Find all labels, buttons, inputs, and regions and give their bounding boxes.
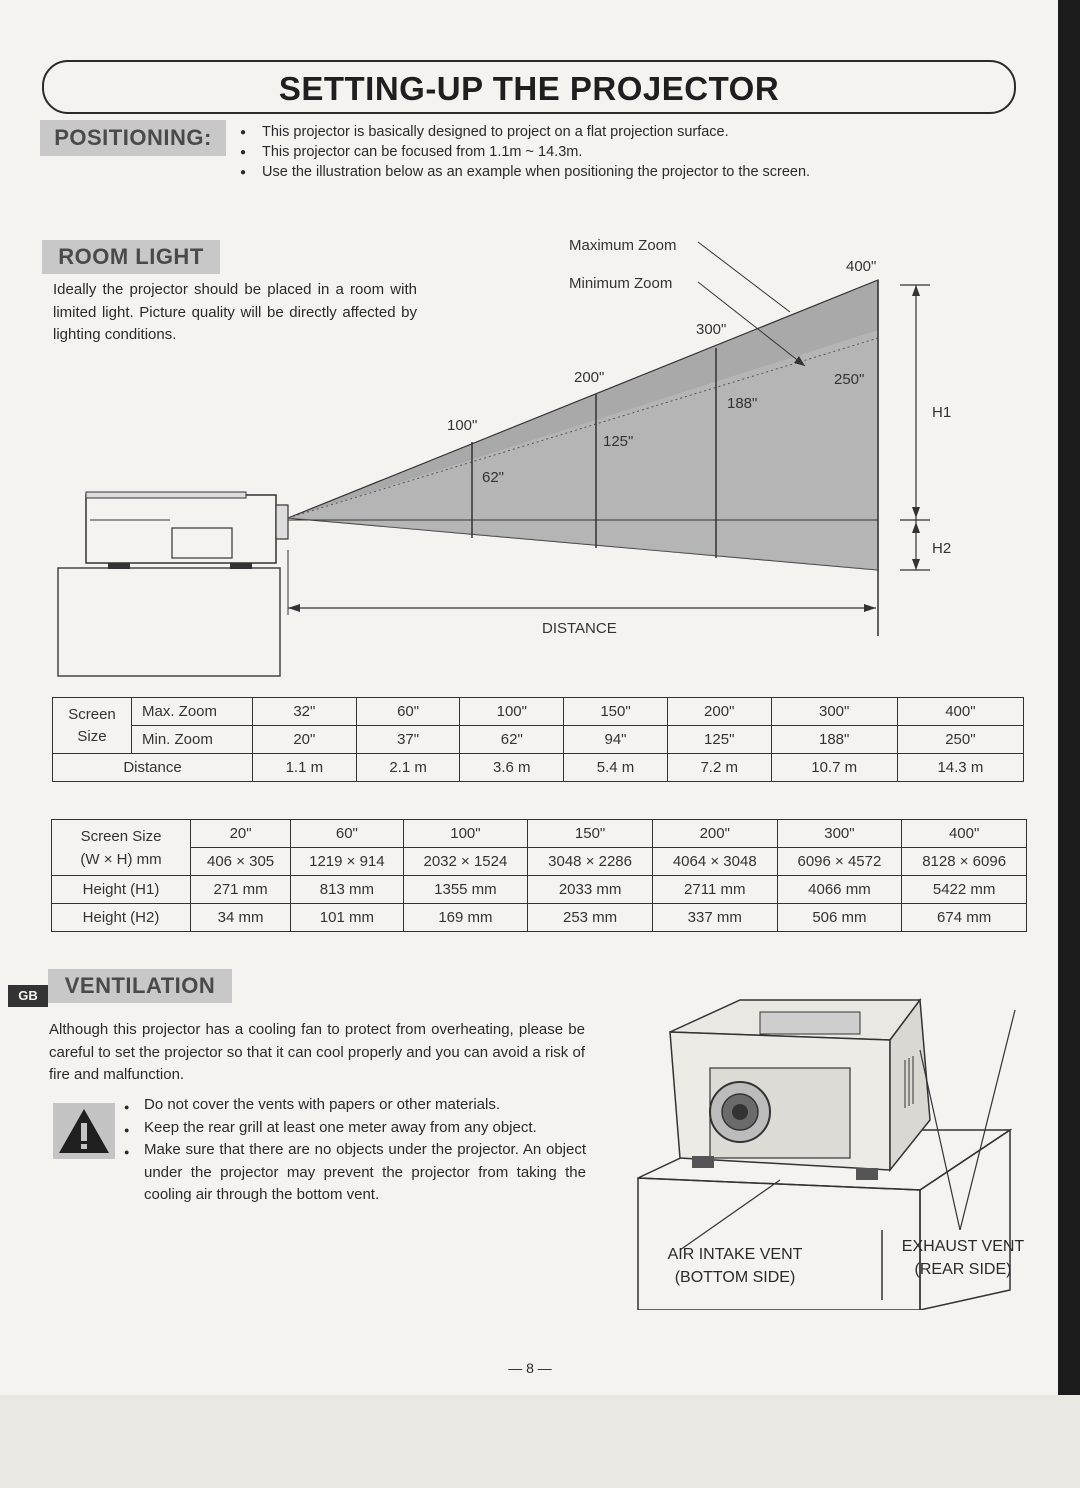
table-cell: 125" — [667, 726, 771, 754]
table-cell: 20" — [253, 726, 357, 754]
table-cell: 150" — [528, 820, 653, 848]
table-cell: 250" — [897, 726, 1023, 754]
table-cell: 6096 × 4572 — [777, 848, 902, 876]
size-label: 250" — [834, 371, 865, 388]
table-row — [52, 876, 1027, 904]
size-label: 200" — [574, 369, 605, 386]
table-cell: 200" — [652, 820, 777, 848]
room-light-heading: ROOM LIGHT — [42, 240, 220, 274]
table-row — [53, 698, 1024, 726]
table-cell: 813 mm — [291, 876, 403, 904]
table-cell: 10.7 m — [771, 754, 897, 782]
table-cell: 150" — [564, 698, 668, 726]
table-cell: 2032 × 1524 — [403, 848, 528, 876]
distance-header: Distance — [53, 754, 253, 782]
language-badge: GB — [8, 985, 48, 1007]
table-cell: 94" — [564, 726, 668, 754]
table-stand — [58, 568, 280, 676]
distance-label: DISTANCE — [542, 620, 617, 637]
ventilation-text: Although this projector has a cooling fan to protect from overheating, please be careful to set the projector so that it can cool properly and you can avoid a risk of fire and malfunction. — [49, 1021, 585, 1083]
positioning-bullets — [240, 122, 1020, 182]
page-title: SETTING-UP THE PROJECTOR — [278, 70, 780, 107]
table-cell: 60" — [356, 698, 460, 726]
table-cell: 100" — [460, 698, 564, 726]
title-frame — [42, 60, 1016, 114]
h1-header: Height (H1) — [52, 876, 191, 904]
scan-margin — [0, 1395, 1080, 1488]
ventilation-bullet: ● Do not cover the vents with papers or other materials. — [124, 1094, 586, 1117]
zoom-distance-table — [52, 697, 1024, 782]
table-cell: 188" — [771, 726, 897, 754]
projector-side-icon — [86, 492, 288, 569]
table-row — [52, 904, 1027, 932]
positioning-bullet: ● This projector can be focused from 1.1m ~ 14.3m. — [240, 142, 1020, 162]
table-cell: 400" — [897, 698, 1023, 726]
table-cell: 8128 × 6096 — [902, 848, 1027, 876]
table-cell: 253 mm — [528, 904, 653, 932]
table-cell: 1219 × 914 — [291, 848, 403, 876]
table-row — [52, 848, 1027, 876]
h2-label: H2 — [932, 540, 952, 557]
table-cell: 406 × 305 — [191, 848, 291, 876]
size-label: 125" — [603, 433, 634, 450]
ventilation-heading: VENTILATION — [48, 969, 232, 1003]
table-cell: 1355 mm — [403, 876, 528, 904]
table-cell: 4064 × 3048 — [652, 848, 777, 876]
table-cell: 4066 mm — [777, 876, 902, 904]
table-cell: 20" — [191, 820, 291, 848]
table-cell: 101 mm — [291, 904, 403, 932]
air-intake-label: AIR INTAKE VENT (BOTTOM SIDE) — [667, 1246, 803, 1286]
table-cell: 2033 mm — [528, 876, 653, 904]
table-cell: 100" — [403, 820, 528, 848]
ventilation-bullets — [124, 1094, 586, 1207]
size-label: 100" — [447, 417, 478, 434]
table-cell: 5422 mm — [902, 876, 1027, 904]
table-cell: 7.2 m — [667, 754, 771, 782]
positioning-bullet: ● Use the illustration below as an example when positioning the projector to the screen. — [240, 162, 1020, 182]
table-cell: 32" — [253, 698, 357, 726]
table-cell: 62" — [460, 726, 564, 754]
room-light-text: Ideally the projector should be placed in a room with limited light. Picture quality will be directly affected by lighting conditions. — [53, 281, 417, 343]
size-label: 400" — [846, 258, 877, 275]
table-row — [53, 726, 1024, 754]
max-zoom-label: Maximum Zoom — [569, 237, 677, 254]
warning-icon — [53, 1103, 115, 1159]
page-number: — 8 — — [508, 1360, 552, 1376]
table-row — [52, 820, 1027, 848]
ventilation-bullet: ● Make sure that there are no objects under the projector. An object under the projector may prevent the projector from taking the cooling air through the bottom vent. — [124, 1139, 586, 1207]
max-zoom-pointer — [698, 242, 790, 312]
table-cell: 3048 × 2286 — [528, 848, 653, 876]
table-cell: 271 mm — [191, 876, 291, 904]
positioning-bullet: ● This projector is basically designed to project on a flat projection surface. — [240, 122, 1020, 142]
ventilation-bullet: ● Keep the rear grill at least one meter away from any object. — [124, 1117, 586, 1140]
h2-header: Height (H2) — [52, 904, 191, 932]
positioning-heading: POSITIONING: — [40, 120, 226, 156]
projection-diagram — [50, 230, 970, 680]
size-label: 300" — [696, 321, 727, 338]
page-edge-shadow — [1058, 0, 1080, 1395]
table-cell: 674 mm — [902, 904, 1027, 932]
exhaust-label: EXHAUST VENT (REAR SIDE) — [901, 1238, 1025, 1278]
size-label: 188" — [727, 395, 758, 412]
table-cell: 2.1 m — [356, 754, 460, 782]
table-cell: 37" — [356, 726, 460, 754]
table-cell: 60" — [291, 820, 403, 848]
table-cell: 200" — [667, 698, 771, 726]
table-cell: 34 mm — [191, 904, 291, 932]
table-cell: 300" — [777, 820, 902, 848]
max-zoom-header: Max. Zoom — [132, 698, 253, 726]
screen-dimension-table — [51, 819, 1027, 932]
table-cell: 400" — [902, 820, 1027, 848]
table-cell: 1.1 m — [253, 754, 357, 782]
table-cell: 169 mm — [403, 904, 528, 932]
h1-label: H1 — [932, 404, 952, 421]
table-cell: 5.4 m — [564, 754, 668, 782]
table-cell: 14.3 m — [897, 754, 1023, 782]
size-label: 62" — [482, 469, 505, 486]
min-zoom-label: Minimum Zoom — [569, 275, 673, 292]
screen-size-header: Screen Size — [53, 698, 132, 754]
table-cell: 2711 mm — [652, 876, 777, 904]
table-cell: 3.6 m — [460, 754, 564, 782]
table-cell: 506 mm — [777, 904, 902, 932]
screen-size-header: Screen Size (W × H) mm — [52, 820, 191, 876]
table-cell: 300" — [771, 698, 897, 726]
table-row — [53, 754, 1024, 782]
table-cell: 337 mm — [652, 904, 777, 932]
min-zoom-header: Min. Zoom — [132, 726, 253, 754]
